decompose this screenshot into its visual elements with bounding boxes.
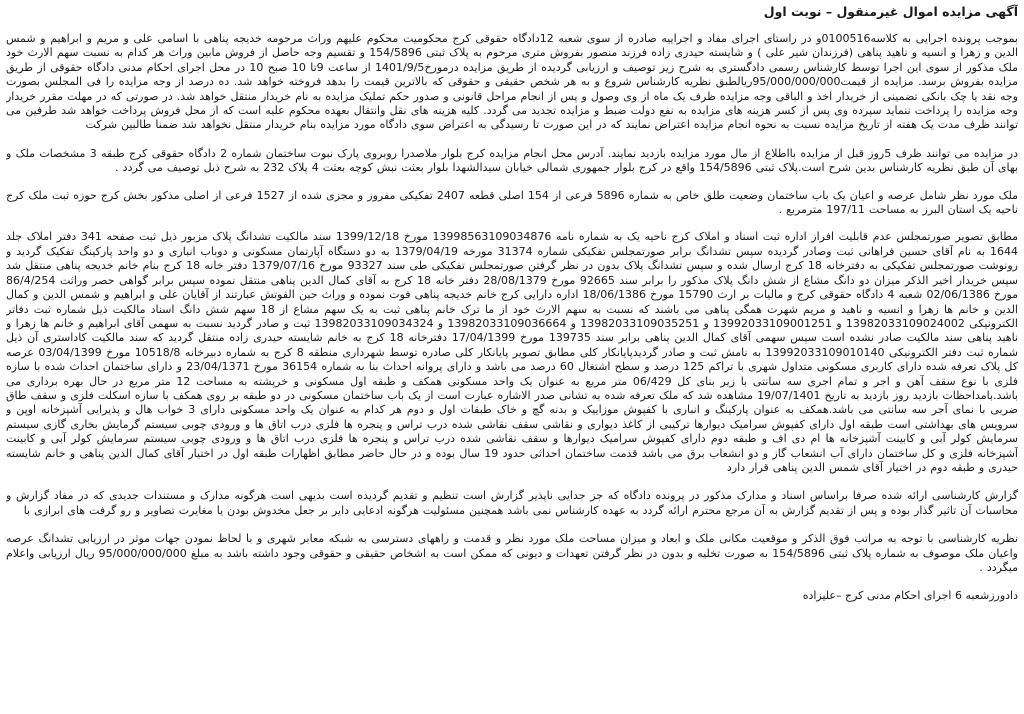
- paragraph-expert-valuation: نظریه کارشناسی با توجه به مراتب فوق الذکر و موقعیت مکانی ملک و ابعاد و میزان مساحت ملک مورد نظر و قدمت و راههای دسترسی به شبکه معابر شهری و با لحاظ نمودن جهات موثر در ارزیابی تشدانگ عرصه واعیان ملک موصوف به شماره پلاک ثبتی 154/5896 به صورت تخلیه و بدون در نظر گرفتن تعهدات و دیونی که ممکن است به اشخاص حقیقی و حقوقی وجود داشته باشد به مبلغ 95/000/000/000 ریال ارزیابی واعلام میگردد .: [6, 532, 1018, 574]
- paragraph-auction-terms: بموجب پرونده اجرایی به کلاسه0100516و در راستای اجرای مفاد و اجراییه صادره از سوی شعبه 12دادگاه حقوقی کرج محکومیت محکوم علیهم وراث مرحومه خدیجه پناهی با اسامی علی و مریم و ابراهیم و شمس الدین و زهرا و انسیه و ناهید پناهی (فرزندان شیر علی ) و شایسته حیدری زاده فرزند منصور بفروش متری مرحوم به پلاک ثبتی 154/5896 و تقسیم وجه حاصل از فروش مابین وراث هر کدام به نسبت سهم الارث خود ملک مذکور از سوی این اجرا توسط کارشناس رسمی دادگستری به شرح زیر توصیف و ارزیابی گردیده از طریق مزایده درمورخ1401/9/5 از ساعت 9تا 10 صبح 10 در محل اجرای احکام مدنی دادگاه حقوقی از طریق مزایده بفروش برسد. مزایده از قیمت95/000/000/000ریالطبق نظریه کارشناس شروع و به هر شخص حقیقی و حقوقی که بالاترین قیمت را بدهد فروخته خواهد شد. ده درصد از وجه مزایده را فی المجلس بصورت وجه نقد یا چک بانکی تضمینی از خریدار اخذ و الباقی وجه مزایده ظرف یک ماه از وی وصول و پس از انجام مراحل قانونی و صدور حکم تملیک مزایده به نام خریدار منتقل خواهد شد. در صورتی که در مهلت مقرر خریدار وجه مزایده را پرداخت ننماید سپرده وی پس از کسر هزینه های مزایده به نفع دولت ضبط و مزایده تجدید می گردد. کلیه هزینه های نقل وانتقال بعهده محکوم علیه است که از محل فروش پرداخت خواهد شد طرفین می توانند ظرف مدت یک هفته از تاریخ مزایده نسبت به نحوه انجام مزایده اعتراض نمایند که در این صورت تا رسیدگی به اعتراض سوی دادگاه مورد مزایده بنام خریدار منتقل نخواهد شد ضمنا طالبین شرکت: [6, 32, 1018, 132]
- paragraph-property-history: مطابق تصویر صورتمجلس عدم قابلیت افراز اداره ثبت اسناد و املاک کرج ناحیه یک به شماره نامه 13998563109034876 مورخ 1399/12/18 سند مالکیت تشدانگ پلاک مزبور ذیل ثبت صفحه 341 دفتر املاک جلد 1644 به نام آقای حسین فراهانی ثبت وصادر گردیده سپس تشدانگ برابر صورتمجلس تفکیکی شماره 31374 مورخه 1379/04/19 به دو دستگاه آپارتمان مسکونی و دوباب انباری و دو واحد پارکینگ تفکیک گردید و رونوشت صورتمجلس تفکیکی به دفترخانه 18 کرج ارسال شده و سپس تشدانگ پلاک بدون در نظر گرفتن صورتمجلس تفکیکی طی سند 93327 مورخ 1379/07/16 دفتر خانه 18 کرج بنام خانم خدیجه پناهی منتقل شد سپس خریدار اخیر الذکر میزان دو دانگ مشاع از شش دانگ پلاک مذکور را برابر سند 92665 مورخ 28/08/1379 دفتر خانه 18 کرج به آقای کمال الدین پناهی منتقل نموده سپس برابر گواهی حصر وراثت 86/4/254 مورخ 02/06/1386 شعبه 4 دادگاه حقوقی کرج و مالیات بر ارث 15790 مورخ 18/06/1386 اداره دارایی کرج خانم خدیجه پناهی فوت نموده و وراث حین الفوتش عبارتند از آقایان علی و ابراهیم و شمس الدین و کمال الدین و خانم ها زهرا و انسیه و ناهید و مریم شهرت همگی پناهی می باشند که نسبت به سهم الارث خود از ما ترک خانم پناهی ثبت به یک سهم مشاع از 18 سهم شش دانگ اسناد مالکیت ذیل شماره ثبت دفاتر الکترونیکی 13982033109024002 و 13992033109001251 و 13982033109035251 و 13982033109036664 و 13982033109034324 ثبت و صادر گردید نسبت به سهمی آقای ابراهیم و خانم ها زهرا و ناهید پناهی سند مالکیت صادر نشده است سپس سهمی آقای کمال الدین پناهی برابر سند 139735 مورخ 17/04/1399 دفترخانه 18 کرج به خانم شایسته حیدری زاده منتقل گردید که سند مالکیت کاداستری آن ذیل شماره ثبت دفتر الکترونیکی 13992033109010140 به نامش ثبت و صادر گردیدپایانکار کلی مطابق تصویر پایانکار کلی صادره توسط شهرداری منطقه 8 کرج به شماره دبیرخانه 10518/8 مورخ 03/04/1399 عرصه کل پلاک تعرفه شده دارای کاربری مسکونی متداول شهری با تراکم 125 درصد و سطح اشتغال 60 درصد می باشد و دارای پروانه احداث بنا به شماره 36154 مورخ 23/04/1371 و دارای ساختمان احداث شده با سازه فلزی با نوع سقف آهن و اجر و تمام اجری سه سانتی با زیر بنای کل 06/429 متر مربع به عنوان یک واحد مسکونی همکف و طبقه اول مسکونی و خرپشته به مساحت 12 متر مربع در حال بهره برداری می باشد.بامداحظات بازدید روز بازدید به تاریخ 19/07/1401 مشاهده شد که ملک تعرفه شده به تشانی صدر الاشاره عبارت است از یک باب ساختمان مسکونی در دو طبقه بر روی همکف با سازه اسکلت فلزی و سقف طاق ضربی با نمای آجر سه سانتی می باشد.همکف به عنوان پارکینگ و انباری با کفپوش موزاییک و بدنه گچ و خاک طبقات اول و دوم هر کدام به عنوان یک واحد مسکونی دارای 3 خواب هال و پذیرایی آشپزخانه اوپن و سرویس های بهداشتی است طبقه اول دارای کفپوش سرامیک دیوارها ترکیبی از کاغذ دیواری و نقاشی سقف نقاشی شده درب تراس و پنجره ها فلزی درب اتاق ها و ورودی چوبی سیستم گرمایش بخاری گازی سیستم سرمایش کولر آبی و کابینت آشپزخانه ها ام دی اف و طبقه دوم دارای کفپوش سرامیک دیوارها و سقف نقاشی شده درب تراس و پنجره ها فلزی درب اتاق ها و ورودی چوبی سیستم سرمایش کولر آبی و کابینت آشپزخانه فلزی و کل ساختمان دارای آب انشعاب گاز و دو انشعاب برق می باشد قدمت ساختمان احداثی حدود 19 سال بوده و در حال حاضر مطابق اظهارات طبقه اول در اختیار آقای کمال الدین پناهی و خانم شایسته حیدری و طبقه دوم در اختیار آقای شمس الدین پناهی قرار دارد: [6, 230, 1018, 474]
- paragraph-visit-address: در مزایده می توانند ظرف 5روز قبل از مزایده بااطلاع از مال مورد مزایده بازدید نمایند. آدرس محل انجام مزایده کرج بلوار ملاصدرا روبروی پارک نبوت ساختمان شماره 2 دادگاه حقوقی کرج طبقه 3 مشخصات ملک و بهای آن طبق نظریه کارشناس بدین شرح است.پلاک ثبتی 154/5896 واقع در کرج بلوار جمهوری شمالی خیابان سیدالشهدا بلوار بعثت نبش کوچه بعثت 4 پلاک 232 به شرح ذیل توصیف می گردد .: [6, 146, 1018, 175]
- auction-notice-document: [6, 4, 1018, 704]
- paragraph-expert-report-disclaimer: گزارش کارشناسی ارائه شده صرفا براساس اسناد و مدارک مذکور در پرونده دادگاه که جز جدایی ناپذیر گزارش است تنظیم و تقدیم گردیده است بدیهی است هرگونه مدارک و مستندات جدیدی که در مفاد گزارش و محاسبات آن تاثیر گذار بوده و پس از تقدیم گزارش به آن مرجع محترم ارائه گردد به عهده کارشناس نمی باشد همچنین مسئولیت هرگونه ادعایی دایر بر جعل مخدوش بودن یا مغایرت تصاویر و رو گرفت های ابرازی با: [6, 489, 1018, 517]
- court-officer-signature: دادورزشعبه 6 اجرای احکام مدنی کرج –علیزاده: [802, 589, 1018, 603]
- paragraph-property-registry: ملک مورد نظر شامل عرصه و اعیان یک باب ساختمان وضعیت طلق خاص به شماره 5896 فرعی از 154 اصلی قطعه 2407 تفکیکی مفروز و مجزی شده از 1527 فرعی از اصلی مذکور بخش کرج حوزه ثبت ملک کرج ناحیه یک استان البرز به مساحت 197/11 مترمربع .: [6, 188, 1018, 217]
- notice-title: آگهی مزایده اموال غیرمنقول – نوبت اول: [763, 4, 1018, 19]
